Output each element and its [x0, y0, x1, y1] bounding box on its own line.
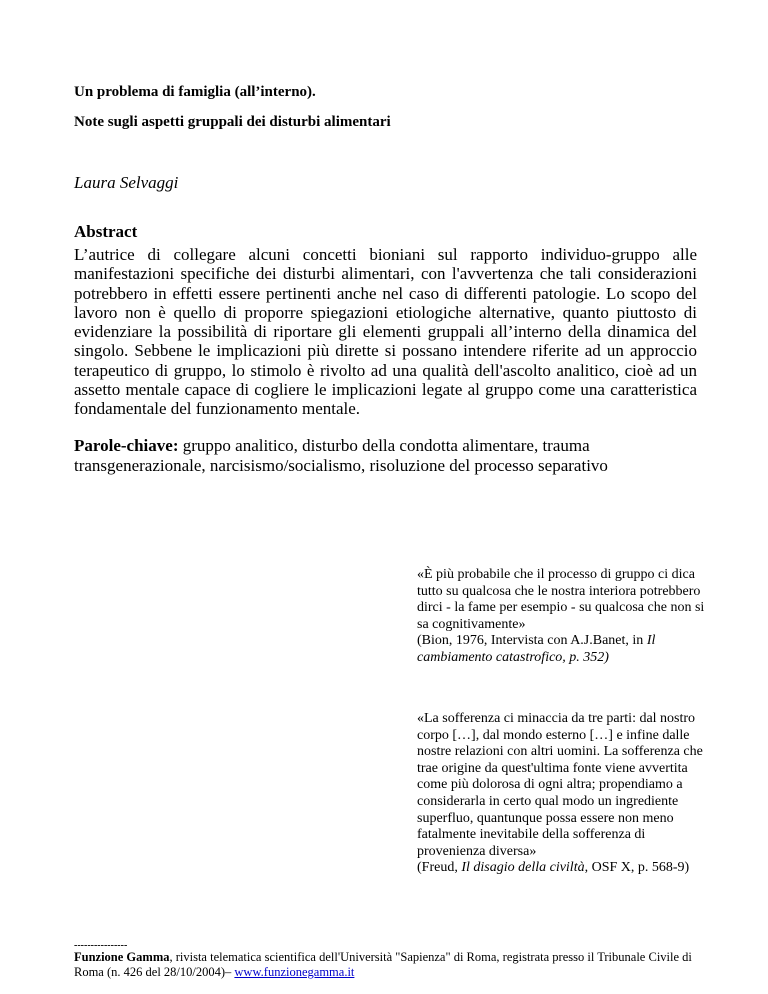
journal-name: Funzione Gamma — [74, 950, 170, 964]
epigraph-citation: (Freud, Il disagio della civiltà, OSF X, p. 568-9) — [417, 860, 690, 876]
epigraph-quote: «È più probabile che il processo di gruppo ci dica tutto su qualcosa che le nostra interiora potrebbero dirci - la fame per esempio - su qualcosa che non si sa cognitivamente» — [417, 567, 705, 632]
citation-title: Il disagio della civiltà — [461, 860, 585, 876]
footer-text: , rivista telematica scientifica dell'Università "Sapienza" di Roma, registrata presso il Tribunale Civile di Roma (n. 426 del 28/10/2004)– — [74, 950, 692, 979]
author-name: Laura Selvaggi — [74, 173, 179, 192]
journal-website-link[interactable]: www.funzionegamma.it — [234, 965, 355, 979]
epigraph-bion — [417, 567, 707, 667]
title-line-2: Note sugli aspetti gruppali dei disturbi alimentari — [74, 114, 391, 130]
epigraph-freud — [417, 711, 707, 877]
abstract-text: L’autrice di collegare alcuni concetti bioniani sul rapporto individuo-gruppo alle manifestazioni specifiche dei disturbi alimentari, con l'avvertenza che tali considerazioni potrebbero in effetti essere pertinenti anche nel caso di differenti patologie. Lo scopo del lavoro non è quello di proporre spiegazioni etiologiche alternative, quanto piuttosto di evidenziare la possibilità di riportare gli elementi gruppali all’interno della dinamica del singolo. Sebbene le implicazioni più dirette si possano intendere riferite ad un approccio terapeutico di gruppo, lo stimolo è rivolto ad una qualità dell'ascolto analitico, cioè ad un assetto mentale capace di cogliere le implicazioni legate al gruppo come una caratteristica fondamentale del funzionamento mentale. — [74, 245, 697, 419]
abstract-heading: Abstract — [74, 222, 138, 241]
epigraph-citation: (Bion, 1976, Intervista con A.J.Banet, in Il cambiamento catastrofico, p. 352) — [417, 633, 656, 665]
footer-rule: ---------------- — [74, 940, 128, 951]
keywords-text: gruppo analitico, disturbo della condotta alimentare, trauma transgenerazionale, narcisismo/socialismo, risoluzione del processo separativo — [74, 436, 608, 475]
citation-title: Il cambiamento catastrofico — [417, 633, 656, 665]
keywords — [74, 436, 697, 475]
footer-note — [74, 950, 714, 980]
epigraph-quote: «La sofferenza ci minaccia da tre parti: dal nostro corpo […], dal mondo esterno […] e infine dalle nostre relazioni con altri uomini. La sofferenza che trae origine da quest'ultima fonte viene avvertita come più dolorosa di ogni altra; propendiamo a considerarla in certo qual modo un ingrediente superfluo, quantunque possa essere non meno fatalmente inevitabile della sofferenza di provenienza diversa» — [417, 711, 703, 859]
title-line-1: Un problema di famiglia (all’interno). — [74, 84, 316, 100]
keywords-label: Parole-chiave: — [74, 436, 179, 455]
